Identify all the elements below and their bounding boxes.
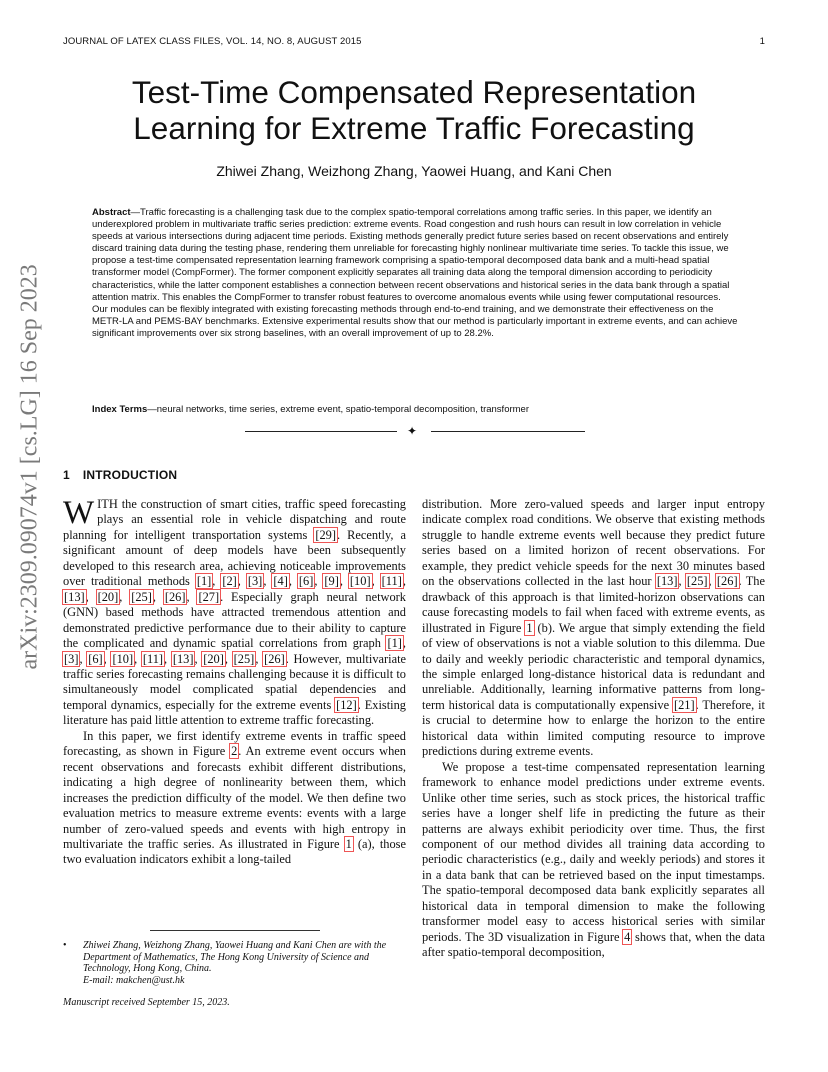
text-run: We propose a test-time compensated representation learning framework to enhance model predictions under extreme events. Unlike other time series, such as stock prices, the historical traffic series have a longer shelf life in predicting the future as their patterns are always exhibit periodicity over time. Thus, the first component of our method divides all training data according to periodic characteristics (e.g., daily and weekly periods) and stores it in a data bank that can be retrieved based on the input timestamps. The spatio-temporal decomposed data bank explicitly separates all historical data in temporal dimension to make the following transformer model easy to access historical series with similar periods. The 3D visualization in Figure <box>422 759 765 944</box>
citation-link[interactable]: [9] <box>324 574 339 589</box>
citation-link[interactable]: [13] <box>64 589 85 604</box>
section-number: 1 <box>63 468 70 482</box>
page-number: 1 <box>759 36 765 47</box>
intro-paragraph-2 <box>63 729 406 868</box>
text-run: . The drawback of this approach is that limited-horizon observations can cause forecasting models to fail when faced with extreme events, as illustrated in Figure <box>422 574 765 635</box>
citation-link[interactable]: [3] <box>247 574 263 589</box>
text-run: . Especially graph neural network (GNN) based methods have attracted tremendous attention and demonstrated predictive performance due to their ability to capture the complicated and dynamic spatial correlations from graph <box>63 589 406 651</box>
section-heading <box>63 468 177 482</box>
citation-link[interactable]: [11] <box>381 574 402 589</box>
citation-link[interactable]: [20] <box>97 589 119 604</box>
footnote-email: E-mail: makchen@ust.hk <box>83 974 185 986</box>
paper-title <box>63 74 765 146</box>
journal-name: JOURNAL OF LATEX CLASS FILES, VOL. 14, NO. 8, AUGUST 2015 <box>63 36 362 47</box>
citation-link[interactable]: [26] <box>716 574 738 589</box>
text-run: . However, multivariate traffic series forecasting remains challenging because it is difficult to simultaneously model complicated spatial dependencies and temporal dynamics, especially for the extreme events <box>63 651 407 712</box>
text-run: (a), those two evaluation indicators exhibit a long-tailed <box>63 836 406 867</box>
text-run: . An extreme event occurs when recent observations and forecasts exhibit different distributions, indicating a high degree of nonlinearity between them, which increases the prediction difficulty of the model. We then define two evaluation metrics to measure extreme events: events with a large number of zero-valued speeds and events with high entropy in multivariate the traffic series. As illustrated in Figure <box>63 744 406 851</box>
title-line-1: Test-Time Compensated Representation <box>131 74 697 110</box>
divider-line-left <box>245 431 397 432</box>
text-run: shows that, when the data after spatio-temporal decomposition, <box>422 929 765 960</box>
figure-link[interactable]: 1 <box>526 620 533 635</box>
citation-link[interactable]: [6] <box>298 574 314 589</box>
footnote-rule <box>150 930 320 931</box>
text-run: . Existing literature has paid little attention to extreme traffic forecasting. <box>63 697 406 728</box>
citation-link[interactable]: [10] <box>349 574 371 589</box>
abstract <box>92 207 738 340</box>
figure-link[interactable]: 2 <box>231 744 238 759</box>
text-run: distribution. More zero-valued speeds and larger input entropy indicate complex road conditions. We observe that existing methods struggle to handle extreme events well because they predict future series based on a limited horizon of recent observations. For example, they predict vehicle speeds for the next 30 minutes based on the observations collected in the last hour <box>422 497 765 589</box>
abstract-text: —Traffic forecasting is a challenging task due to the complex spatio-temporal correlations among traffic series. In this paper, we identify an underexplored problem in multivariate traffic series prediction: extreme events. Road congestion and rush hours can result in low correlation in vehicle speeds at various intersections during adjacent time periods. Existing methods generally predict future series based on recent observations and entirely discard training data during the testing phase, rendering them unreliable for forecasting highly nonlinear multivariate time series. To tackle this issue, we propose a test-time compensated representation learning framework comprising a spatio-temporal decomposed data bank and a multi-head spatial transformer model (CompFormer). The former component explicitly separates all training data along the temporal dimension according to periodicity characteristics, while the latter component establishes a connection between recent observations and historical series in the data bank through a spatial attention matrix. This enables the CompFormer to transfer robust features to overcome anomalous events while using fewer computational resources. Our modules can be flexibly integrated with existing forecasting methods through end-to-end training, and we demonstrate their effectiveness on the METR-LA and PEMS-BAY benchmarks. Extensive experimental results show that our method is particularly important in extreme events, and can achieve significant improvements over six strong baselines, with an overall improvement of up to 28.2%. <box>92 207 738 339</box>
citation-link[interactable]: [13] <box>172 651 194 666</box>
left-column <box>63 497 406 868</box>
section-divider <box>245 424 585 438</box>
arxiv-stamp <box>10 264 50 676</box>
citation-link[interactable]: [10] <box>112 651 134 666</box>
intro-paragraph-4 <box>422 760 765 961</box>
section-title: INTRODUCTION <box>82 468 178 482</box>
citation-link[interactable]: [2] <box>222 574 237 589</box>
intro-paragraph-1: WITH the construction of smart cities, traffic speed forecasting plays an essential role in vehicle dispatching and route planning for intelligent transportation systems [29]. Recently, a significant amount of deep models have been subsequently developed to this research area, achieving noticeable improvements over traditional methods [1], [2], [3], [4], [6], [9], [10], [11], [13], [20], [25], [26], [27]. Especially graph neural network (GNN) based methods have attracted tremendous attention and demonstrated predictive performance due to their ability to capture the complicated and dynamic spatial correlations from graph [1], [3], [6], [10], [11], [13], [20], [25], [26]. However, multivariate traffic series forecasting remains challenging because it is difficult to simultaneously model complicated spatial dependencies and temporal dynamics, especially for the extreme events [12]. Existing literature has paid little attention to extreme traffic forecasting. <box>63 495 407 728</box>
citation-link[interactable]: [29] <box>315 527 336 542</box>
citation-link[interactable]: [3] <box>64 651 79 666</box>
text-run: . Therefore, it is crucial to determine how to enlarge the horizon to the entire historical data within limited computing resource to improve predictions during extreme events. <box>422 697 766 759</box>
title-line-2: Learning for Extreme Traffic Forecasting <box>133 110 695 146</box>
divider-line-right <box>431 431 585 432</box>
drop-cap: W <box>63 495 95 531</box>
index-terms <box>92 404 738 415</box>
author-list: Zhiwei Zhang, Weizhong Zhang, Yaowei Huang, and Kani Chen <box>216 163 612 179</box>
text-run: (b). We argue that simply extending the field of view of observations is not a viable solution to this dilemma. Due to daily and weekly periodic characteristic and temporal dynamics, the simple enlarged long-distance historical data is redundant and unreliable. Additionally, learning informative patterns from long-term historical data is computationally expensive <box>422 620 765 712</box>
text-run: ITH the construction of smart cities, traffic speed forecasting plays an essential role in vehicle dispatching and route planning for intelligent transportation systems <box>63 497 406 542</box>
citation-link[interactable]: [6] <box>88 651 103 666</box>
citation-link[interactable]: [1] <box>196 574 212 589</box>
citation-link[interactable]: [25] <box>131 589 152 604</box>
citation-link[interactable]: [13] <box>656 574 678 589</box>
index-terms-label: Index Terms <box>92 404 148 415</box>
footnote-text: Zhiwei Zhang, Weizhong Zhang, Yaowei Huang and Kani Chen are with the Department of Mathematics, The Hong Kong University of Science and Technology, Hong Kong, China. <box>83 940 387 975</box>
figure-link[interactable]: 4 <box>624 929 631 944</box>
citation-link[interactable]: [25] <box>233 651 255 666</box>
divider-diamond-icon: ✦ <box>407 424 418 438</box>
citation-link[interactable]: [26] <box>164 589 186 604</box>
citation-link[interactable]: [26] <box>264 651 285 666</box>
text-run: In this paper, we first identify extreme events in traffic speed forecasting, as shown in Figure <box>63 728 406 759</box>
text-run: . Recently, a significant amount of deep models have been subsequently developed to this research area, achieving noticeable improvements over traditional methods <box>63 527 406 589</box>
footnote-bullet: • <box>63 940 67 951</box>
citation-link[interactable]: [1] <box>387 636 402 651</box>
citation-link[interactable]: [27] <box>198 589 220 604</box>
citation-link[interactable]: [21] <box>673 697 695 712</box>
intro-paragraph-3: distribution. More zero-valued speeds and larger input entropy indicate complex road conditions. We observe that existing methods struggle to handle extreme events well because they predict future series based on a limited horizon of recent observations. For example, they predict vehicle speeds for the next 30 minutes based on the observations collected in the last hour [13], [25], [26]. The drawback of this approach is that limited-horizon observations can cause forecasting models to fail when faced with extreme events, as illustrated in Figure 1 (b). We argue that simply extending the field of view of observations is not a viable solution to this dilemma. Due to daily and weekly periodic characteristic and temporal dynamics, the simple enlarged long-distance historical data is redundant and unreliable. Additionally, learning informative patterns from long-term historical data is computationally expensive [21]. Therefore, it is crucial to determine how to enlarge the horizon to the entire historical data within limited computing resource to improve predictions during extreme events. <box>422 497 766 759</box>
abstract-label: Abstract <box>92 207 131 218</box>
running-head <box>63 36 765 47</box>
footnote-affiliation <box>83 940 406 986</box>
manuscript-note: Manuscript received September 15, 2023. <box>63 997 230 1008</box>
citation-link[interactable]: [4] <box>273 574 288 589</box>
index-terms-text: —neural networks, time series, extreme event, spatio-temporal decomposition, transformer <box>147 404 530 415</box>
citation-link[interactable]: [12] <box>336 697 357 712</box>
footnote <box>63 940 406 986</box>
citation-link[interactable]: [20] <box>203 651 224 666</box>
figure-link[interactable]: 1 <box>345 836 352 851</box>
arxiv-identifier: arXiv:2309.09074v1 [cs.LG] 16 Sep 2023 <box>16 264 43 670</box>
citation-link[interactable]: [11] <box>142 651 164 666</box>
citation-link[interactable]: [25] <box>686 574 708 589</box>
right-column <box>422 497 765 961</box>
